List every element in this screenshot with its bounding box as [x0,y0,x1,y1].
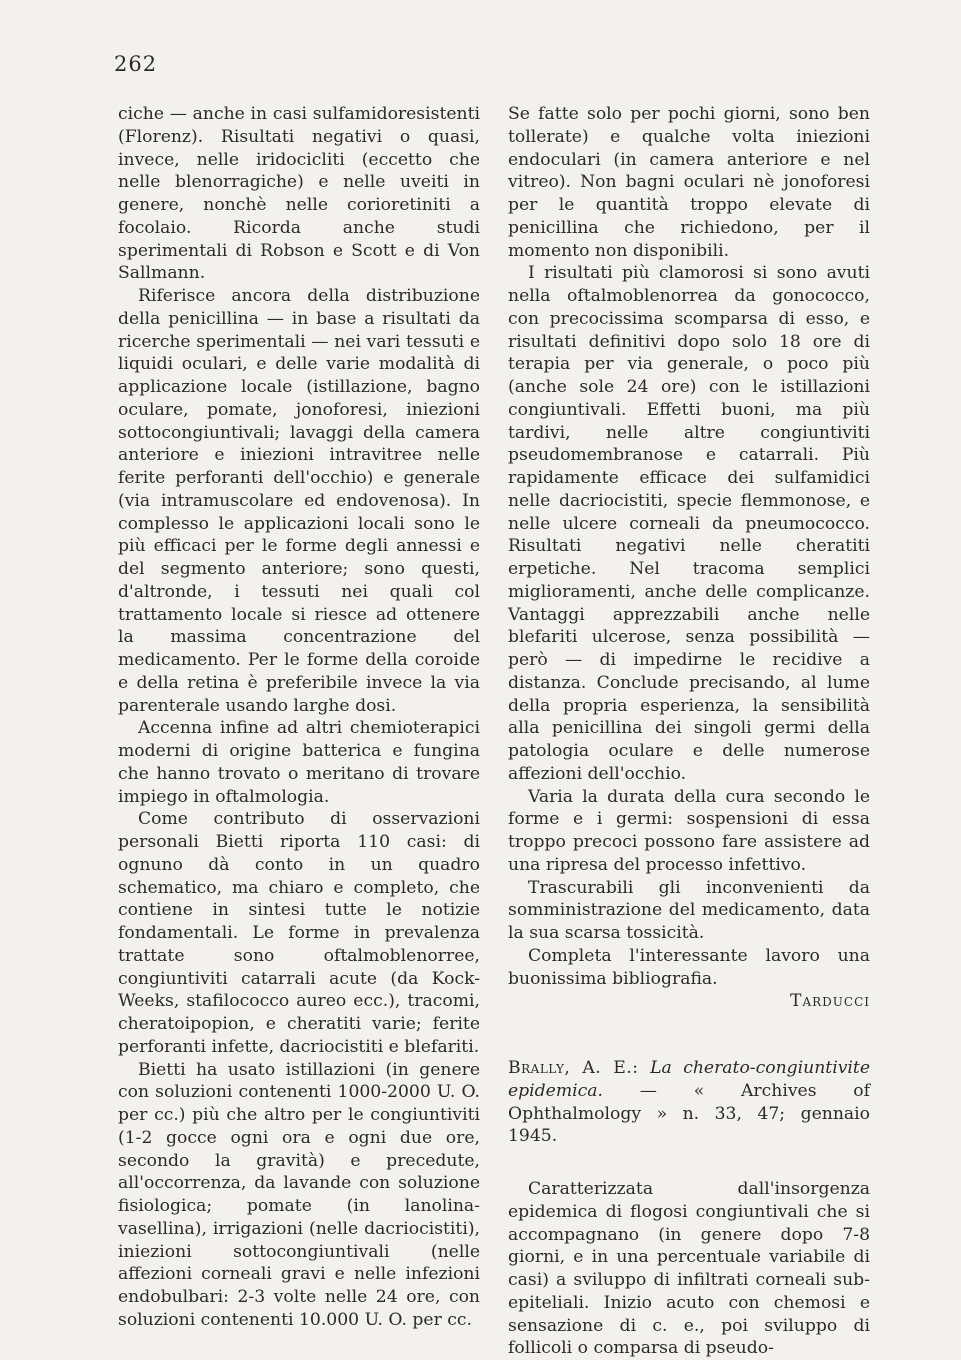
left-paragraph-4: Come contributo di osservazioni personali Bietti riporta 110 casi: di ognuno dà conto in un quadro schematico, ma chiaro e completo, che contiene in sintesi tutte le notizie fondamentali. Le forme in prevalenza trattate sono oftalmoblenorree, congiuntiviti catarrali acute (da Kock-Weeks, stafilococco aureo ecc.), tracomi, cheratoipopion, e cheratiti varie; ferite perforanti infette, dacriocistiti e blefariti. [118,809,480,1057]
left-paragraph-2: Riferisce ancora della distribuzione della penicillina — in base a risultati da ricerche sperimentali — nei vari tessuti e liquidi oculari, e delle varie modalità di applicazione locale (istillazione, bagno oculare, pomate, jonoforesi, iniezioni sottocongiuntivali; lavaggi della camera anteriore e iniezioni intravitree nelle ferite perforanti dell'occhio) e generale (via intramuscolare ed endovenosa). In complesso le applicazioni locali sono le più efficaci per le forme degli annessi e del segmento anteriore; sono questi, d'altronde, i tessuti nei quali col trattamento locale si riesce ad ottenere la massima concentrazione del medicamento. Per le forme della coroide e della retina è preferibile invece la via parenterale usando larghe dosi. [118,286,480,716]
review-citation [508,1057,870,1148]
left-paragraph-5: Bietti ha usato istillazioni (in genere con soluzioni contenenti 1000-2000 U. O. per cc.) più che altro per le congiuntiviti (1-2 gocce ogni ora e ogni due ore, secondo la gravità) e precedute, all'occorrenza, da lavande con soluzione fisiologica; pomate (in lanolina-vasellina), irrigazioni (nelle dacriocistiti), iniezioni sottocongiuntivali (nelle affezioni corneali gravi e nelle infezioni endobulbari: 2-3 volte nelle 24 ore, con soluzioni contenenti 10.000 U. O. per cc. [118,1059,480,1330]
right-column [508,103,870,1360]
right-paragraph-1: Se fatte solo per pochi giorni, sono ben tollerate) e qualche volta iniezioni endoculari (in camera anteriore e nel vitreo). Non bagni oculari nè jonoforesi per le quantità troppo elevate di penicillina che richiedono, per il momento non disponibili. [508,104,870,261]
right-paragraph-4: Trascurabili gli inconvenienti da somministrazione del medicamento, data la sua scarsa tossicità. [508,877,870,943]
right-paragraph-3: Varia la durata della cura secondo le forme e i germi: sospensioni di essa troppo precoci possono fare assistere ad una ripresa del processo infettivo. [508,786,870,875]
right-paragraph-5: Completa l'interessante lavoro una buonissima bibliografia. [508,945,870,989]
review-title: La cherato-congiuntivite epidemica. [508,1058,870,1101]
review-author: Brally, A. E.: [508,1058,639,1078]
reviewer-signature: Tarducci [789,991,870,1012]
review-body: Caratterizzata dall'insorgenza epidemica di flogosi congiuntivali che si accompagnano (in genere dopo 7-8 giorni, e in una percentuale variabile di casi) a sviluppo di infiltrati corneali sub-epiteliali. Inizio acuto con chemosi e sensazione di c. e., poi sviluppo di follicoli o comparsa di pseudo- [508,1179,870,1359]
left-paragraph-3: Accenna infine ad altri chemioterapici moderni di origine batterica e fungina che hanno trovato o meritano di trovare impiego in oftalmologia. [118,718,480,807]
page-number: 262 [114,52,158,76]
left-column [118,103,480,1332]
right-paragraph-2: I risultati più clamorosi si sono avuti nella oftalmoblenorrea da gonococco, con precocissima scomparsa di esso, e risultati definitivi dopo solo 18 ore di terapia per via generale, o poco più (anche sole 24 ore) con le istillazioni congiuntivali. Effetti buoni, ma più tardivi, nelle altre congiuntiviti pseudomembranose e catarrali. Più rapidamente efficace dei sulfamidici nelle dacriocistiti, specie flemmonose, e nelle ulcere corneali da pneumococco. Risultati negativi nelle cheratiti erpetiche. Nel tracoma semplici miglioramenti, anche delle complicanze. Vantaggi apprezzabili anche nelle blefariti ulcerose, senza possibilità — però — di impedirne le recidive a distanza. Conclude precisando, al lume della propria esperienza, la sensibilità alla penicillina dei singoli germi della patologia oculare e delle numerose affezioni dell'occhio. [508,263,870,784]
left-paragraph-1: ciche — anche in casi sulfamidoresistenti (Florenz). Risultati negativi o quasi, invece, nelle iridocicliti (eccetto che nelle blenorragiche) e nelle uveiti in genere, nonchè nelle corioretiniti a focolaio. Ricorda anche studi sperimentali di Robson e Scott e di Von Sallmann. [118,104,480,284]
review-source: — « Archives of Ophthalmology » n. 33, 47; gennaio 1945. [508,1080,871,1147]
